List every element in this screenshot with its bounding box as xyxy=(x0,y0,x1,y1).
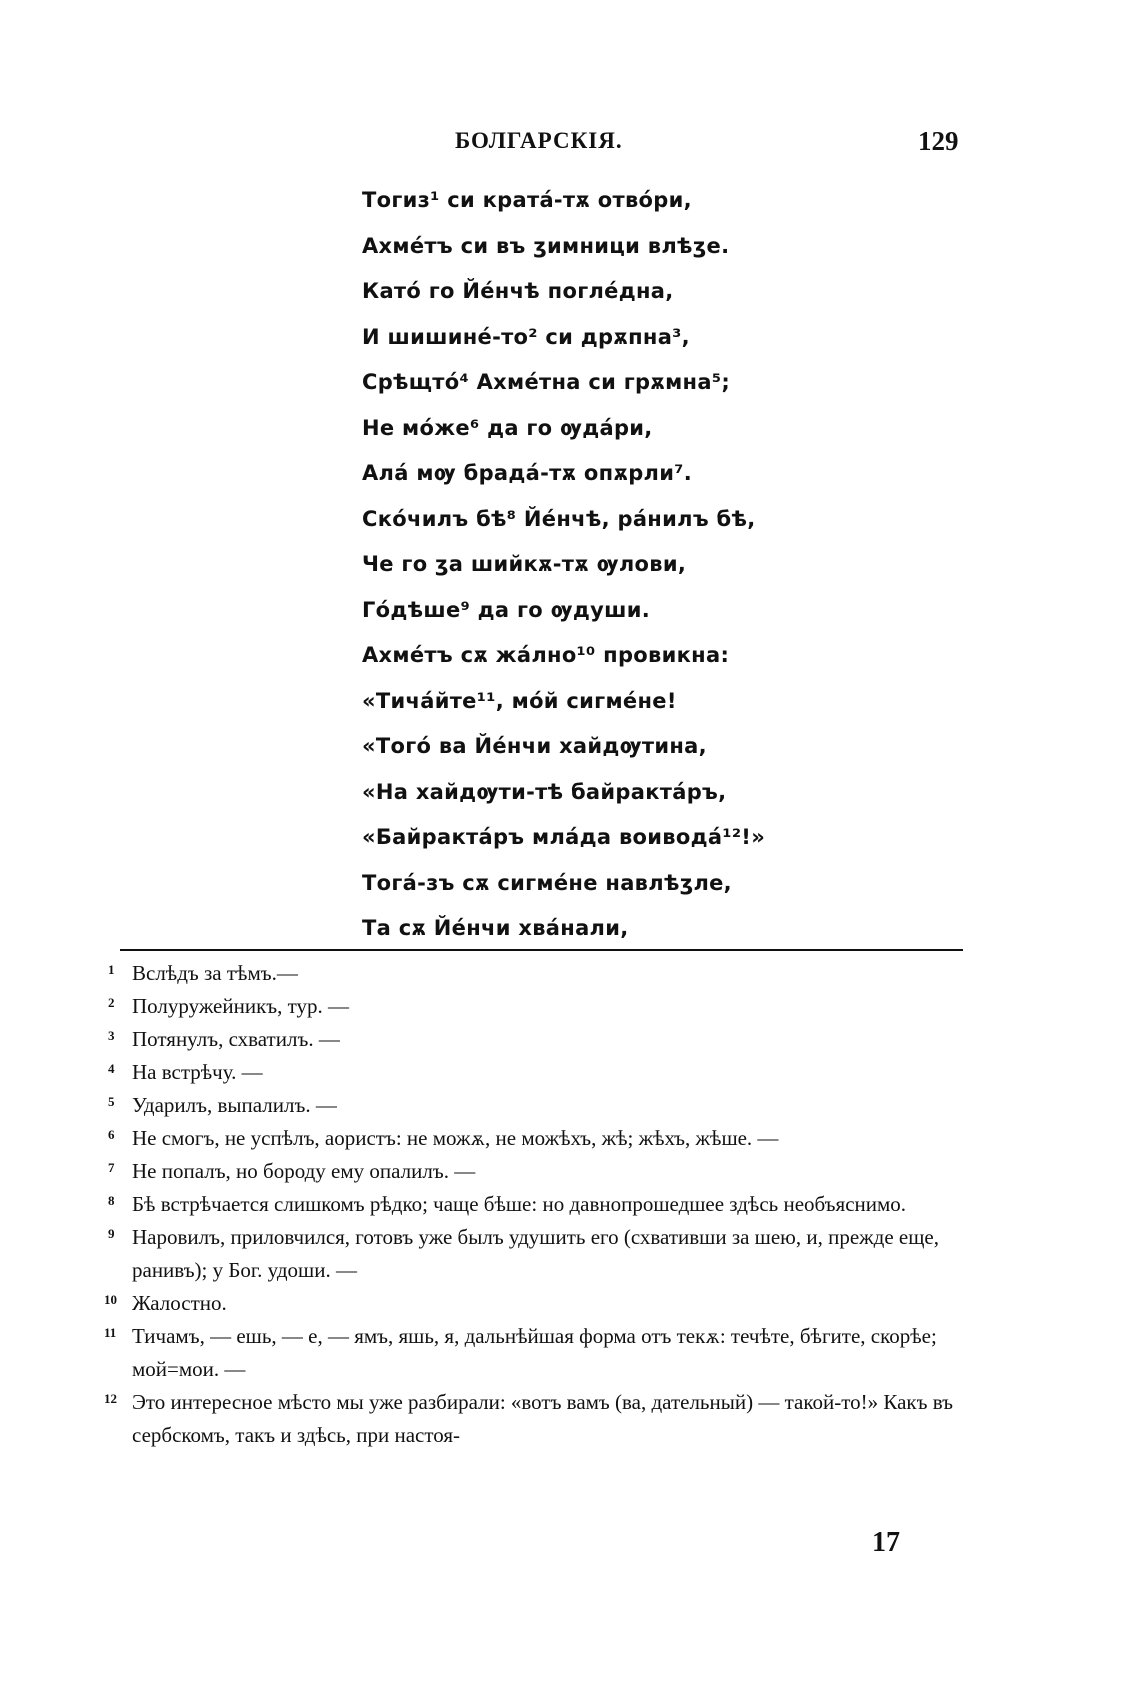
footnote xyxy=(108,1023,970,1056)
footnote-text: Жалостно. xyxy=(132,1291,227,1315)
footnote xyxy=(104,1386,970,1452)
footnote xyxy=(104,1287,970,1320)
footnote-text: Ударилъ, выпалилъ. — xyxy=(132,1093,337,1117)
footnote-text: Не смогъ, не успѣлъ, аористъ: не можѫ, не можѣхъ, жѣ; жѣхъ, жѣше. — xyxy=(132,1126,779,1150)
footnote-text: Не попалъ, но бороду ему опалилъ. — xyxy=(132,1159,476,1183)
footnote xyxy=(108,957,970,990)
verse-line: Катó го Йéнчѣ поглéдна, xyxy=(362,279,674,303)
verse-line: И шишинé-то² си дрѫпна³, xyxy=(362,324,690,349)
footnote-number: 10 xyxy=(104,1292,117,1307)
footnote-number: 11 xyxy=(104,1325,117,1340)
footnote-text: Потянулъ, схватилъ. — xyxy=(132,1027,340,1051)
footnote xyxy=(108,1089,970,1122)
footnote-text: Вслѣдъ за тѣмъ.— xyxy=(132,961,298,985)
verse-line: Алá мѹ брадá-тѫ опѫрли⁷. xyxy=(362,461,692,485)
verse-line: Не мóже⁶ да го ѹдáри, xyxy=(362,415,653,440)
signature-mark: 17 xyxy=(872,1527,900,1558)
verse-line: Тогá-зъ сѫ сигмéне навлѣӡле, xyxy=(362,870,732,895)
footnotes xyxy=(104,957,970,1452)
footnote-number: 6 xyxy=(108,1127,115,1142)
verse-line: Ахмéтъ сѫ жáлно¹⁰ провикна: xyxy=(362,643,730,667)
footnote-number: 5 xyxy=(108,1094,115,1109)
footnote-number: 8 xyxy=(108,1193,115,1208)
footnote-text: Полуружейникъ, тур. — xyxy=(132,994,350,1018)
verse-line: «На хайдѹти-тѣ байрактáръ, xyxy=(362,779,727,804)
verse-line: Че го ӡа шийкѫ-тѫ ѹлови, xyxy=(362,552,687,576)
footnote xyxy=(108,1221,970,1287)
verse-line: «Тичáйте¹¹, мóй сигмéне! xyxy=(362,688,677,713)
page-number: 129 xyxy=(918,126,959,156)
footnote xyxy=(104,1320,970,1386)
footnote-number: 1 xyxy=(108,962,115,977)
verse-line: Тогиз¹ си кратá-тѫ отвóри, xyxy=(362,188,692,212)
footnote-text: Это интересное мѣсто мы уже разбирали: «вотъ вамъ (ва, дательный) — такой-то!» Какъ въ сербскомъ, такъ и здѣсь, при настоя- xyxy=(132,1390,953,1447)
footnote-number: 9 xyxy=(108,1226,115,1241)
footnote-text: На встрѣчу. — xyxy=(132,1060,263,1084)
footnote-text: Тичамъ, — ешь, — е, — ямъ, яшь, я, дальнѣйшая форма отъ текѫ: течѣте, бѣгите, скорѣе; мой=мои. — xyxy=(132,1324,937,1381)
verse-line: Срѣщтó⁴ Ахмéтна си грѫмна⁵; xyxy=(362,370,731,394)
footnote xyxy=(108,1188,970,1221)
footnote-number: 4 xyxy=(108,1061,115,1076)
footnote-number: 7 xyxy=(108,1160,115,1175)
footnote-divider xyxy=(120,949,963,951)
verse-line: Ахмéтъ си въ ӡимници влѣӡе. xyxy=(362,233,730,258)
footnote xyxy=(108,990,970,1023)
footnote-number: 2 xyxy=(108,995,115,1010)
footnote xyxy=(108,1122,970,1155)
verse-line: Гóдѣше⁹ да го ѹдуши. xyxy=(362,597,650,622)
footnote-text: Бѣ встрѣчается слишкомъ рѣдко; чаще бѣше: но давнопрошедшее здѣсь необъяснимо. xyxy=(132,1192,907,1216)
verse-line: Скóчилъ бѣ⁸ Йéнчѣ, рáнилъ бѣ, xyxy=(362,506,756,531)
verse-line: «Байрактáръ млáда воиводá¹²!» xyxy=(362,825,766,849)
verse-line: «Тогó ва Йéнчи хайдѹтина, xyxy=(362,734,707,758)
verse-line: Та сѫ Йéнчи хвáнали, xyxy=(362,916,629,940)
footnote-text: Наровилъ, приловчился, готовъ уже былъ удушить его (схвативши за шею, и, прежде еще, ранивъ); у Бог. удоши. — xyxy=(132,1225,939,1282)
footnote xyxy=(108,1155,970,1188)
verse-block xyxy=(362,178,922,952)
footnote-number: 12 xyxy=(104,1391,117,1406)
footnote-number: 3 xyxy=(108,1028,115,1043)
running-head: БОЛГАРСКІЯ. xyxy=(455,128,623,153)
footnote xyxy=(108,1056,970,1089)
